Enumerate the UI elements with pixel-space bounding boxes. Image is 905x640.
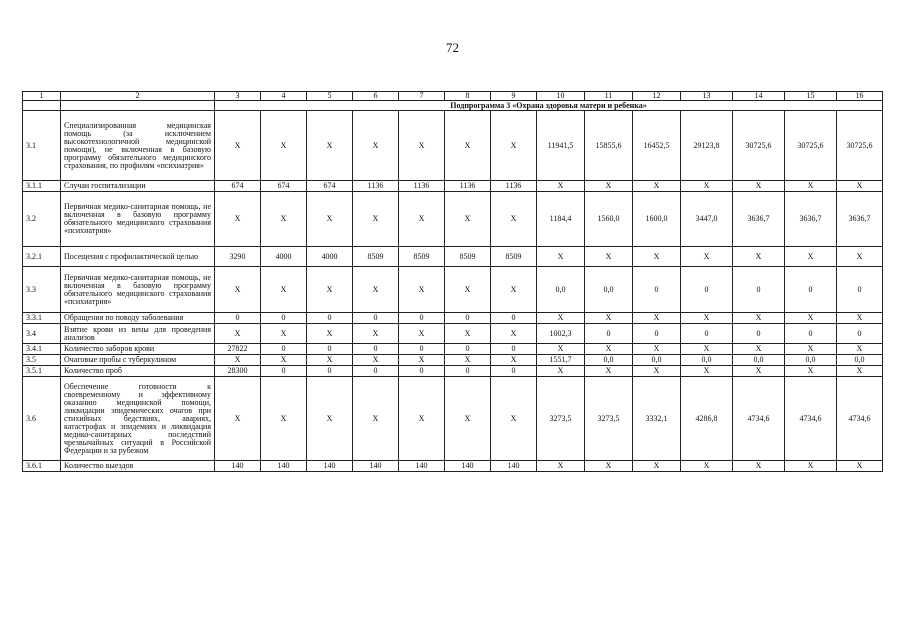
value-cell: X — [537, 247, 585, 267]
value-cell: 28300 — [215, 366, 261, 377]
value-cell: 4000 — [261, 247, 307, 267]
value-cell: 674 — [261, 181, 307, 192]
value-cell: 29123,8 — [681, 111, 733, 181]
row-name: Первичная медико-санитарная помощь, не включенная в базовую программу обязательного медицинского страхования «психиатрия» — [61, 192, 215, 247]
value-cell: X — [733, 461, 785, 472]
value-cell: 4000 — [307, 247, 353, 267]
value-cell: X — [785, 313, 837, 324]
value-cell: 0,0 — [837, 355, 883, 366]
value-cell: 0 — [307, 366, 353, 377]
value-cell: X — [445, 324, 491, 344]
value-cell: X — [353, 355, 399, 366]
value-cell: X — [633, 247, 681, 267]
value-cell: X — [585, 247, 633, 267]
value-cell: 0 — [733, 267, 785, 313]
value-cell: 140 — [215, 461, 261, 472]
value-cell: 0 — [785, 324, 837, 344]
value-cell: X — [681, 247, 733, 267]
value-cell: 27822 — [215, 344, 261, 355]
value-cell: X — [491, 267, 537, 313]
column-number: 12 — [633, 92, 681, 101]
row-code: 3.5.1 — [23, 366, 61, 377]
value-cell: 1184,4 — [537, 192, 585, 247]
value-cell: 0 — [353, 313, 399, 324]
value-cell: 674 — [215, 181, 261, 192]
value-cell: 8509 — [491, 247, 537, 267]
column-number: 11 — [585, 92, 633, 101]
value-cell: X — [837, 181, 883, 192]
row-name: Специализированная медицинская помощь (за исключением высокотехнологичной медицинской помощи), не включенная в базовую программу обязательного медицинского страхования, по профилям «психиатрия» — [61, 111, 215, 181]
table-row — [23, 461, 883, 472]
row-code: 3.4.1 — [23, 344, 61, 355]
value-cell: 30725,6 — [785, 111, 837, 181]
value-cell: 0 — [837, 267, 883, 313]
value-cell: X — [261, 324, 307, 344]
table-row — [23, 313, 883, 324]
value-cell: X — [491, 192, 537, 247]
value-cell: X — [633, 461, 681, 472]
table-row — [23, 192, 883, 247]
value-cell: X — [733, 181, 785, 192]
value-cell: 0 — [491, 344, 537, 355]
value-cell: 1551,7 — [537, 355, 585, 366]
row-code: 3.1 — [23, 111, 61, 181]
table-row — [23, 181, 883, 192]
value-cell: X — [537, 313, 585, 324]
value-cell: X — [491, 355, 537, 366]
row-name: Посещения с профилактической целью — [61, 247, 215, 267]
value-cell: 11941,5 — [537, 111, 585, 181]
value-cell: X — [307, 267, 353, 313]
value-cell: X — [585, 313, 633, 324]
row-name: Обращения по поводу заболевания — [61, 313, 215, 324]
value-cell: X — [307, 111, 353, 181]
value-cell: 3636,7 — [733, 192, 785, 247]
value-cell: 140 — [307, 461, 353, 472]
value-cell: 0,0 — [537, 267, 585, 313]
value-cell: X — [537, 181, 585, 192]
value-cell: 0 — [445, 366, 491, 377]
value-cell: X — [399, 355, 445, 366]
column-number: 10 — [537, 92, 585, 101]
value-cell: X — [445, 267, 491, 313]
value-cell: 140 — [353, 461, 399, 472]
table-row — [23, 344, 883, 355]
value-cell: X — [585, 366, 633, 377]
column-number: 7 — [399, 92, 445, 101]
value-cell: 3273,5 — [585, 377, 633, 461]
value-cell: X — [399, 324, 445, 344]
value-cell: X — [633, 366, 681, 377]
table-row — [23, 324, 883, 344]
value-cell: 4734,6 — [785, 377, 837, 461]
value-cell: X — [785, 181, 837, 192]
value-cell: 1002,3 — [537, 324, 585, 344]
row-code: 3.2 — [23, 192, 61, 247]
table-row — [23, 355, 883, 366]
value-cell: 30725,6 — [837, 111, 883, 181]
value-cell: 3447,0 — [681, 192, 733, 247]
value-cell: 0,0 — [733, 355, 785, 366]
value-cell: X — [445, 355, 491, 366]
value-cell: X — [399, 377, 445, 461]
value-cell: 0 — [445, 344, 491, 355]
row-name: Случаи госпитализации — [61, 181, 215, 192]
column-number: 9 — [491, 92, 537, 101]
value-cell: X — [733, 366, 785, 377]
value-cell: 3636,7 — [837, 192, 883, 247]
value-cell: X — [215, 111, 261, 181]
value-cell: X — [733, 344, 785, 355]
page-number: 72 — [446, 40, 459, 55]
value-cell: 0 — [261, 366, 307, 377]
value-cell: 3290 — [215, 247, 261, 267]
column-number: 2 — [61, 92, 215, 101]
value-cell: X — [837, 247, 883, 267]
value-cell: X — [681, 366, 733, 377]
value-cell: X — [733, 313, 785, 324]
table-row — [23, 366, 883, 377]
column-number: 14 — [733, 92, 785, 101]
value-cell: X — [399, 111, 445, 181]
value-cell: 674 — [307, 181, 353, 192]
value-cell: X — [261, 192, 307, 247]
value-cell: 0 — [399, 366, 445, 377]
value-cell: X — [307, 355, 353, 366]
value-cell: 4734,6 — [733, 377, 785, 461]
row-name: Количество проб — [61, 366, 215, 377]
value-cell: 0 — [491, 366, 537, 377]
value-cell: 0,0 — [785, 355, 837, 366]
value-cell: 0 — [261, 313, 307, 324]
value-cell: X — [261, 377, 307, 461]
value-cell: 1600,0 — [633, 192, 681, 247]
subprogram-title: Подпрограмма 3 «Охрана здоровья матери и ребенка» — [215, 101, 883, 111]
value-cell: X — [445, 111, 491, 181]
value-cell: X — [399, 192, 445, 247]
value-cell: X — [681, 313, 733, 324]
value-cell: 140 — [261, 461, 307, 472]
value-cell: 0 — [307, 313, 353, 324]
column-number: 13 — [681, 92, 733, 101]
column-number: 8 — [445, 92, 491, 101]
row-name: Обеспечение готовности к своевременному и эффективному оказанию медицинской помощи, ликвидации эпидемических очагов при стихийных бедствиях, авариях, катастрофах и эпидемиях и ликвидация медико-санитарных последствий чрезвычайных ситуаций в Российской Федерации и за рубежом — [61, 377, 215, 461]
row-name: Количество выездов — [61, 461, 215, 472]
value-cell: 140 — [399, 461, 445, 472]
value-cell: 4286,8 — [681, 377, 733, 461]
value-cell: X — [215, 192, 261, 247]
row-code: 3.1.1 — [23, 181, 61, 192]
value-cell: X — [261, 355, 307, 366]
value-cell: X — [353, 192, 399, 247]
value-cell: X — [445, 377, 491, 461]
value-cell: X — [785, 461, 837, 472]
row-name: Первичная медико-санитарная помощь, не включенная в базовую программу обязательного медицинского страхования «психиатрия» — [61, 267, 215, 313]
value-cell: X — [837, 313, 883, 324]
value-cell: 1560,0 — [585, 192, 633, 247]
row-code: 3.5 — [23, 355, 61, 366]
subprogram-row — [23, 101, 883, 111]
value-cell: X — [353, 377, 399, 461]
value-cell: X — [785, 247, 837, 267]
value-cell: X — [261, 267, 307, 313]
row-name: Очаговые пробы с туберкулином — [61, 355, 215, 366]
value-cell: X — [537, 344, 585, 355]
value-cell: X — [491, 324, 537, 344]
value-cell: X — [491, 377, 537, 461]
value-cell: 15855,6 — [585, 111, 633, 181]
value-cell: X — [261, 111, 307, 181]
table-row — [23, 267, 883, 313]
value-cell: X — [307, 377, 353, 461]
value-cell: 0 — [785, 267, 837, 313]
column-number: 3 — [215, 92, 261, 101]
value-cell: X — [585, 344, 633, 355]
value-cell: 30725,6 — [733, 111, 785, 181]
value-cell: X — [681, 344, 733, 355]
value-cell: X — [215, 377, 261, 461]
value-cell: 1136 — [445, 181, 491, 192]
value-cell: 0 — [353, 344, 399, 355]
value-cell: 0 — [681, 267, 733, 313]
value-cell: X — [399, 267, 445, 313]
value-cell: X — [491, 111, 537, 181]
value-cell: 0,0 — [681, 355, 733, 366]
value-cell: 140 — [491, 461, 537, 472]
value-cell: X — [837, 366, 883, 377]
value-cell: X — [733, 247, 785, 267]
column-number: 6 — [353, 92, 399, 101]
value-cell: 0 — [445, 313, 491, 324]
row-code: 3.6 — [23, 377, 61, 461]
value-cell: 1136 — [399, 181, 445, 192]
value-cell: 8509 — [353, 247, 399, 267]
value-cell: 0 — [261, 344, 307, 355]
value-cell: 0 — [353, 366, 399, 377]
value-cell: 140 — [445, 461, 491, 472]
value-cell: X — [681, 461, 733, 472]
indicators-table — [22, 91, 883, 472]
column-number: 4 — [261, 92, 307, 101]
table-row — [23, 247, 883, 267]
value-cell: 0 — [633, 324, 681, 344]
value-cell: 8509 — [445, 247, 491, 267]
row-code: 3.4 — [23, 324, 61, 344]
value-cell: X — [633, 181, 681, 192]
value-cell: X — [353, 111, 399, 181]
value-cell: X — [537, 461, 585, 472]
value-cell: 0,0 — [633, 355, 681, 366]
row-name: Количество заборов крови — [61, 344, 215, 355]
column-number: 15 — [785, 92, 837, 101]
value-cell: 3273,5 — [537, 377, 585, 461]
value-cell: 1136 — [353, 181, 399, 192]
value-cell: X — [837, 461, 883, 472]
value-cell: 0 — [733, 324, 785, 344]
value-cell: X — [215, 324, 261, 344]
row-code: 3.3 — [23, 267, 61, 313]
value-cell: 16452,5 — [633, 111, 681, 181]
value-cell: 8509 — [399, 247, 445, 267]
value-cell: 0 — [215, 313, 261, 324]
value-cell: X — [353, 267, 399, 313]
value-cell: X — [353, 324, 399, 344]
column-number: 16 — [837, 92, 883, 101]
value-cell: 0 — [491, 313, 537, 324]
column-number: 1 — [23, 92, 61, 101]
value-cell: 0,0 — [585, 267, 633, 313]
value-cell: 0 — [399, 313, 445, 324]
value-cell: X — [307, 324, 353, 344]
value-cell: 0 — [633, 267, 681, 313]
value-cell: 3332,1 — [633, 377, 681, 461]
column-number-row — [23, 92, 883, 101]
value-cell: X — [537, 366, 585, 377]
value-cell: X — [785, 366, 837, 377]
value-cell: X — [215, 355, 261, 366]
value-cell: X — [633, 313, 681, 324]
column-number: 5 — [307, 92, 353, 101]
value-cell: 1136 — [491, 181, 537, 192]
table-row — [23, 111, 883, 181]
value-cell: 3636,7 — [785, 192, 837, 247]
value-cell: 0 — [585, 324, 633, 344]
value-cell: X — [215, 267, 261, 313]
row-code: 3.2.1 — [23, 247, 61, 267]
value-cell: 0 — [681, 324, 733, 344]
value-cell: X — [585, 461, 633, 472]
value-cell: 0 — [399, 344, 445, 355]
value-cell: X — [681, 181, 733, 192]
value-cell: X — [445, 192, 491, 247]
row-code: 3.6.1 — [23, 461, 61, 472]
value-cell: X — [585, 181, 633, 192]
value-cell: 0 — [837, 324, 883, 344]
table-row — [23, 377, 883, 461]
value-cell: X — [785, 344, 837, 355]
value-cell: X — [837, 344, 883, 355]
value-cell: 0,0 — [585, 355, 633, 366]
value-cell: X — [307, 192, 353, 247]
value-cell: 0 — [307, 344, 353, 355]
row-code: 3.3.1 — [23, 313, 61, 324]
value-cell: 4734,6 — [837, 377, 883, 461]
row-name: Взятие крови из вены для проведения анализов — [61, 324, 215, 344]
value-cell: X — [633, 344, 681, 355]
